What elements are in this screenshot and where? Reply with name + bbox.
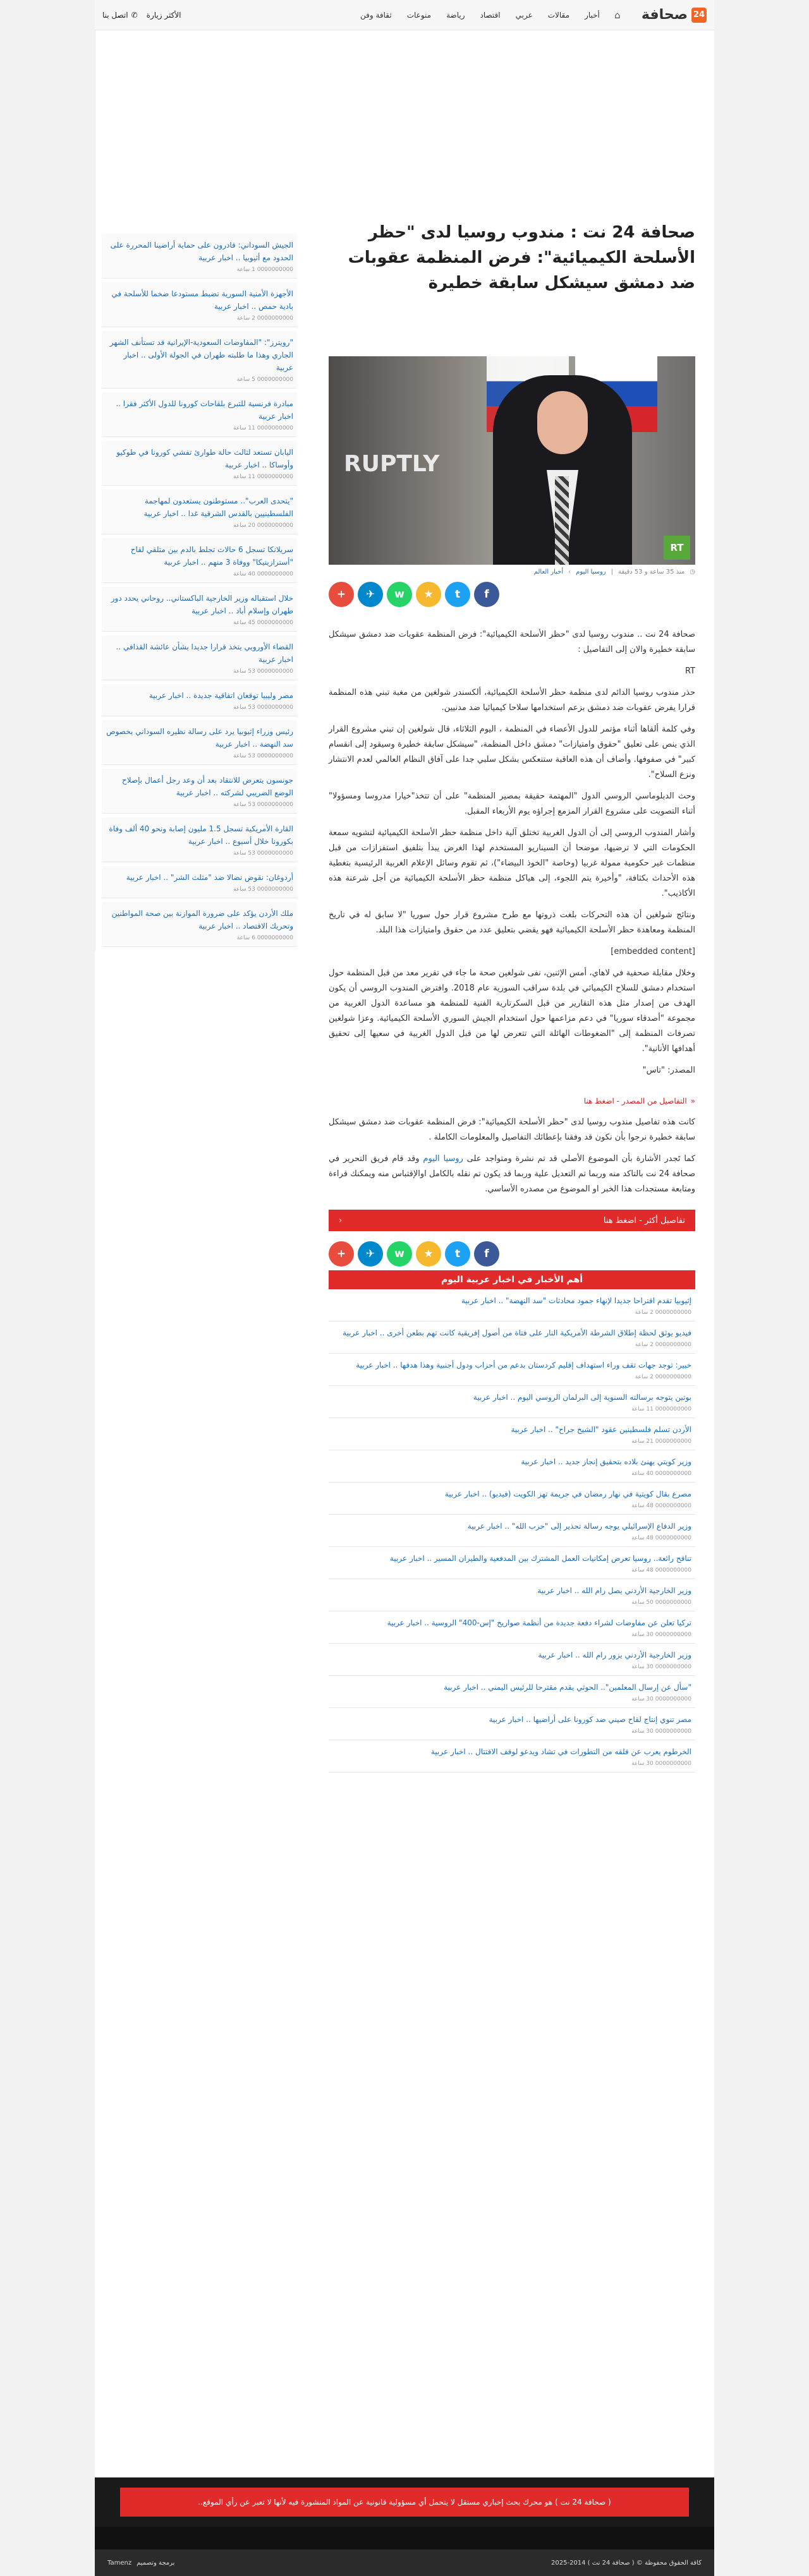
footer-disclaimer-bar [95, 2477, 714, 2527]
list-item[interactable] [102, 282, 297, 327]
logo-text: صحافة [641, 7, 688, 23]
site-logo[interactable] [642, 7, 707, 23]
list-item[interactable] [102, 817, 297, 862]
list-item-date: 0000000000 30 ساعة [631, 1664, 691, 1670]
origin-source-link[interactable]: روسيا اليوم [423, 1154, 463, 1164]
list-item-date: 0000000000 6 ساعة [236, 935, 293, 941]
top-header [95, 0, 714, 30]
list-item[interactable] [329, 1386, 695, 1418]
phone-icon: ✆ [131, 10, 138, 20]
clock-icon: ◷ [690, 569, 695, 575]
article-date: منذ 35 ساعة و 53 دقيقة [618, 569, 685, 575]
list-item-title[interactable]: رئيس وزراء إثيوبيا يرد على رسالة نظيره السوداني بخصوص سد النهضة .. اخبار عربية [106, 727, 293, 749]
list-item[interactable] [102, 720, 297, 765]
list-item-title[interactable]: الجيش السوداني: قادرون على حماية أراضينا المحررة على الحدود مع أثيوبيا .. اخبار عربية [110, 241, 293, 262]
list-item-date: 0000000000 53 ساعة [233, 668, 293, 675]
article-paragraph: وفي كلمة ألقاها أثناء مؤتمر للدول الأعضاء في المنظمة ، اليوم الثلاثاء، قال شولغين إن تبني مشروع القرار الذي ينص على تعليق "حقوق وامتيازات" دمشق داخل المنظمة، "سيشكل سابقة خطيرة وسيقود إلى انقسام كبير" في صفوفها. وأضاف أن هذه العاقبة ستنعكس بشكل سلبي جدا على آفاق النظام العالمي لعدم الانتشار ونزع السلاح". [329, 725, 695, 779]
article-meta: ◷ منذ 35 ساعة و 53 دقيقة | روسيا اليوم › أخبار العالم [533, 569, 695, 575]
list-item-title[interactable]: خلال استقباله وزير الخارجية الباكستاني.. روحاني يحدد دور طهران وإسلام أباد .. اخبار عربية [111, 594, 293, 615]
list-item-title[interactable]: مبادرة فرنسية للتبرع بلقاحات كورونا للدول الأكثر فقرا .. اخبار عربية [116, 399, 293, 421]
article-source-note: المصدر: "تاس" [642, 1066, 695, 1075]
list-item-date: 0000000000 48 ساعة [631, 1567, 691, 1574]
article-section[interactable]: أخبار العالم [533, 569, 564, 575]
article-title: صحافة 24 نت : مندوب روسيا لدى "حظر الأسلحة الكيميائية": فرض المنظمة عقوبات ضد دمشق سيشكل سابقة خطيرة [348, 223, 695, 292]
list-item-date: 0000000000 40 ساعة [233, 571, 293, 577]
sidebar [95, 30, 303, 951]
most-visited-link[interactable]: الأكثر زيارة [146, 10, 181, 20]
star-icon[interactable]: ★ [416, 582, 441, 607]
list-item-date: 0000000000 53 ساعة [233, 850, 293, 857]
article-source[interactable]: روسيا اليوم [576, 569, 606, 575]
whatsapp-icon[interactable]: w [387, 582, 412, 607]
list-item-date: 0000000000 21 ساعة [631, 1438, 691, 1445]
list-item-date: 0000000000 30 ساعة [631, 1760, 691, 1767]
list-item-date: 0000000000 53 ساعة [233, 753, 293, 759]
nav-item[interactable]: اقتصاد [480, 10, 501, 20]
list-item[interactable] [102, 587, 297, 632]
list-item-date: 0000000000 45 ساعة [233, 620, 293, 626]
footer-disclaimer: ( صحافة 24 نت ) هو محرك بحث إخباري مستقل لا يتحمل أي مسؤولية قانونية عن المواد المنشورة فيه لأنها لا تعبر عن رأي الموقع.. [120, 2488, 689, 2517]
list-item-title[interactable]: مصرع بقال كويتية في نهار رمضان في جريمة تهز الكويت (فيديو) .. اخبار عربية [444, 1490, 691, 1498]
list-item-date: 0000000000 53 ساعة [233, 802, 293, 808]
list-item[interactable] [102, 769, 297, 814]
list-item-title[interactable]: جونسون يتعرض للانتقاد بعد أن وعد رجل أعمال بإصلاح الوضع الضريبي لشركته .. اخبار عربية [122, 776, 293, 797]
embedded-content: [embedded content] [611, 947, 695, 956]
list-item-date: 0000000000 2 ساعة [236, 315, 293, 322]
list-item-date: 0000000000 30 ساعة [631, 1728, 691, 1735]
list-item-date: 0000000000 40 ساعة [631, 1471, 691, 1477]
list-item-date: 0000000000 11 ساعة [233, 474, 293, 480]
list-item-date: 0000000000 2 ساعة [635, 1309, 691, 1316]
list-item-title[interactable]: "سأل عن إرسال المعلمين".. الحوثي يقدم مقترحا للرئيس اليمني .. اخبار عربية [444, 1683, 691, 1692]
list-item-title[interactable]: خبير: توجد جهات تقف وراء استهداف إقليم كردستان بدعم من أحزاب ودول أجنبية وهذا هدفها .. اخبار عربية [356, 1361, 691, 1369]
list-item-title[interactable]: تناقح رائعة.. روسيا تعرض إمكانيات العمل المشترك بين المدفعية والطيران المسير .. اخبار عربية [389, 1554, 691, 1563]
person-tie [555, 476, 569, 565]
ad-space [102, 30, 297, 201]
list-item[interactable] [102, 490, 297, 534]
telegram-icon[interactable]: ✈ [358, 582, 383, 607]
list-item-title[interactable]: سريلانكا تسجل 6 حالات تجلط بالدم بين متلقي لقاح "أسترازينيكا" ووفاة 3 منهم .. اخبار عربية [130, 545, 293, 567]
page [95, 0, 714, 2576]
list-item-title[interactable]: اليابان تستعد لثالث حالة طوارئ تفشي كورونا في طوكيو وأوساكا .. اخبار عربية [116, 448, 293, 469]
home-icon[interactable]: ⌂ [614, 9, 621, 21]
list-item-title[interactable]: تركيا تعلن عن مفاوضات لشراء دفعة جديدة من أنظمة صواريخ "إس-400" الروسية .. اخبار عربية [387, 1618, 691, 1627]
plus-icon[interactable]: + [329, 582, 354, 607]
list-item[interactable] [102, 538, 297, 583]
today-news-list [329, 1289, 695, 1773]
rt-badge: RT [664, 536, 690, 560]
nav-item[interactable]: عربي [515, 10, 533, 20]
person-head [537, 391, 588, 454]
list-item-title[interactable]: وزير الخارجية الأردني يزور رام الله .. اخبار عربية [538, 1651, 691, 1659]
list-item[interactable] [329, 1644, 695, 1676]
more-details-button[interactable] [329, 1210, 695, 1231]
list-item[interactable] [329, 1321, 695, 1354]
share-bar [329, 582, 695, 607]
telegram-icon[interactable]: ✈ [358, 1241, 383, 1267]
list-item-title[interactable]: "رويترز": "المفاوضات السعودية-الإيرانية قد تستأنف الشهر الجاري وهذا ما طلبته طهران في الجولة الأولى .. اخبار عربية [109, 338, 293, 372]
footer-bottom [95, 2549, 714, 2576]
list-item-title[interactable]: الأردن تسلم فلسطينين عقود "الشيخ جراح" .. اخبار عربية [511, 1425, 691, 1434]
credit: برمجة وتصميم Tamenz [107, 2559, 175, 2567]
list-item[interactable] [102, 331, 297, 388]
list-item-date: 0000000000 48 ساعة [631, 1503, 691, 1509]
list-item-date: 0000000000 48 ساعة [631, 1535, 691, 1541]
sidebar-news-list [102, 234, 297, 947]
logo-mark: 24 [691, 8, 707, 23]
list-item-title[interactable]: مصر تنوي إنتاج لقاح صيني ضد كورونا على أراضيها .. اخبار عربية [489, 1715, 691, 1724]
list-item-date: 0000000000 11 ساعة [631, 1406, 691, 1412]
list-item[interactable] [329, 1579, 695, 1611]
facebook-icon[interactable]: f [474, 1241, 499, 1267]
list-item-title[interactable]: فيديو يوثق لحظة إطلاق الشرطة الأمريكية النار على فتاة من أصول إفريقية كانت تهم بطعن أخرى .. اخبار عربية [343, 1328, 691, 1337]
list-item[interactable] [102, 635, 297, 680]
source-link[interactable] [329, 1093, 695, 1109]
closing-paragraph-2: كما تَجدر الأشارة بأن الموضوع الأصلي قد تم نشرة ومتواجد على روسيا اليوم وقد قام فريق التحرير في صحافة 24 نت بالتاكد منه وربما تم التعديل علية وربما قد يكون تم نقله بالكامل اوالإقتباس منه ويمكنك قراءة ومتابعة مستجدات هذا الخبر او الموضوع من مصدره الأساسي. [329, 1154, 696, 1194]
nav-item[interactable]: مقالات [547, 10, 570, 20]
list-item-date: 0000000000 2 ساعة [635, 1342, 691, 1348]
list-item-date: 0000000000 5 ساعة [236, 376, 293, 383]
list-item[interactable] [102, 866, 297, 898]
share-bar-bottom [329, 1241, 695, 1267]
list-item-date: 0000000000 2 ساعة [635, 1374, 691, 1380]
list-item-date: 0000000000 1 ساعة [236, 267, 293, 273]
list-item[interactable] [329, 1676, 695, 1708]
nav-item[interactable]: منوعات [406, 10, 432, 20]
footer-spacer [95, 2527, 714, 2549]
contact-link[interactable] [102, 11, 138, 20]
list-item-title[interactable]: وزير الدفاع الإسرائيلي يوجه رسالة تحذير إلى "حزب الله" .. اخبار عربية [467, 1522, 691, 1531]
article-paragraph: وخلال مقابلة صحفية في لاهاي، أمس الإثنين، نفى شولغين صحة ما جاء في تقرير معد من قبل المنظمة حول استخدام دمشق للسلاح الكيميائي في بلدة سراقب السورية عام 2018. وافترض المندوب الروسي أن يكون الهدف من إصدار مثل هذه التقارير من قبل السكرتارية الفنية للمنظمة هو مساعدة الدول الغربية من مجموعة "أصدقاء سوريا" في دعم مزاعمها حول استخدام الجيش السوري الأسلحة الكيميائية. وعزا شولغين تصرفات المنظمة إلى "الضغوطات الهائلة التي تتعرض لها من قبل الدول الغربية في سعيها إلى تحقيق أهدافها الأنانية". [329, 968, 695, 1054]
list-item[interactable] [329, 1483, 695, 1515]
nav-item[interactable]: رياضة [446, 10, 465, 20]
whatsapp-icon[interactable]: w [387, 1241, 412, 1267]
nav-item[interactable]: ثقافة وفن [360, 10, 392, 20]
list-item-title[interactable]: إثيوبيا تقدم اقتراحا جديدا لإنهاء جمود محادثات "سد النهضة" .. اخبار عربية [461, 1296, 691, 1305]
nav-item[interactable]: أخبار [585, 10, 600, 20]
list-item[interactable] [329, 1289, 695, 1321]
article-paragraph: حذر مندوب روسيا الدائم لدى منظمة حظر الأسلحة الكيميائية، ألكسندر شولغين من مغبة تبني هذه المنظمة قرارا يفرض عقوبات ضد دمشق بزعم استخدامها سلاحا كيميائيا ضد مدنيين. [329, 688, 695, 713]
list-item-title[interactable]: القضاء الأوروبي يتخذ قرارا جديدا بشأن عائشة القذافي .. اخبار عربية [116, 642, 293, 664]
chevron-left-icon: ‹ [339, 1215, 343, 1225]
list-item-title[interactable]: الأجهزة الأمنية السورية تضبط مستودعا ضخما للأسلحة في بادية حمص .. اخبار عربية [111, 289, 293, 311]
image-watermark: RUPTLY [344, 451, 440, 477]
main-column [310, 30, 714, 1773]
facebook-icon[interactable]: f [474, 582, 499, 607]
list-item-title[interactable]: "يتحدى العرب".. مستوطنون يستعدون لمهاجمة الفلسطينيين بالقدس الشرقية غدا .. اخبار عربية [143, 497, 293, 518]
list-item[interactable] [329, 1450, 695, 1483]
list-item-date: 0000000000 53 ساعة [233, 704, 293, 711]
article-body [329, 627, 695, 1197]
list-item[interactable] [329, 1547, 695, 1579]
list-item-title[interactable]: بوتين يتوجه برسالته السنوية إلى البرلمان الروسي اليوم .. اخبار عربية [473, 1393, 691, 1402]
list-item[interactable] [329, 1708, 695, 1740]
list-item-title[interactable]: ملك الأردن يؤكد على ضرورة الموازنة بين صحة المواطنين وتحريك الاقتصاد .. اخبار عربية [111, 909, 293, 930]
today-news-heading: أهم الأخبار في اخبار عربية اليوم [329, 1270, 695, 1289]
article-paragraph: وأشار المندوب الروسي إلى أن الدول الغربية تختلق آلية داخل منظمة حظر الأسلحة الكيميائية لتشويه سمعة الحكومات التي لا ترضيها، موضحا أن السيناريو المستخدم لهذا الغرض يبدأ بتلفيق استفزازات من قبل منظمات غير حكومية ممولة غربيا (وخاصة "الخوذ البيضاء")، ثم تقوم وسائل الإعلام الغربية الرئيسية بتغطية هذه الأحداث بكثافة، "وأخيرة يتم اللجوء، إلى هياكل منظمة حظر الأسلحة الكيميائية من أجل شرعنة هذه الأكاذيب". [329, 828, 695, 898]
list-item-date: 0000000000 30 ساعة [631, 1696, 691, 1702]
list-item-date: 0000000000 30 ساعة [631, 1632, 691, 1638]
article-paragraph: وحث الدبلوماسي الروسي الدول "المهتمة حقيقة بمصير المنظمة" على أن تتخذ"خيارا مدروسا ومسؤولا" أثناء التصويت على مشروع القرار المزمع إجراؤه يوم الأربعاء المقبل. [329, 791, 695, 816]
twitter-icon[interactable]: t [445, 582, 470, 607]
list-item[interactable] [102, 234, 297, 279]
copyright: كافة الحقوق محفوظة © ( صحافة 24 نت ) 2014-2025 [551, 2559, 702, 2567]
list-item-title[interactable]: مصر وليبيا توقعان اتفاقية جديدة .. اخبار عربية [149, 691, 293, 700]
star-icon[interactable]: ★ [416, 1241, 441, 1267]
double-chevron-icon: « [690, 1097, 695, 1105]
list-item[interactable] [329, 1354, 695, 1386]
article-rt: RT [684, 666, 695, 676]
contact-label: اتصل بنا [102, 10, 128, 20]
list-item-date: 0000000000 53 ساعة [233, 886, 293, 893]
list-item[interactable] [329, 1515, 695, 1547]
credit-brand[interactable]: Tamenz [107, 2559, 132, 2567]
list-item[interactable] [102, 392, 297, 437]
list-item-title[interactable]: أردوغان: نقوض نضالا ضد "مثلث الشر" .. اخبار عربية [126, 873, 293, 882]
list-item[interactable] [329, 1740, 695, 1773]
more-details-label: تفاصيل أكثر - اضغط هنا [603, 1215, 685, 1225]
article-intro: صحافة 24 نت .. مندوب روسيا لدى "حظر الأسلحة الكيميائية": فرض المنظمة عقوبات ضد دمشق سيشكل سابقة خطيرة والان إلى التفاصيل : [329, 630, 695, 654]
list-item-date: 0000000000 50 ساعة [631, 1599, 691, 1606]
source-link-label: التفاصيل من المصدر - اضغط هنا [583, 1097, 687, 1105]
list-item-title[interactable]: وزير الخارجية الأردني يصل رام الله .. اخبار عربية [537, 1586, 691, 1595]
list-item[interactable] [102, 902, 297, 947]
list-item-date: 0000000000 20 ساعة [233, 522, 293, 529]
list-item-title[interactable]: وزير كويتي يهنئ بلاده بتحقيق إنجاز جديد .. اخبار عربية [521, 1457, 691, 1466]
list-item-title[interactable]: الخرطوم يعرب عن قلقه من التطورات في تشاد ويدعو لوقف الاقتتال .. اخبار عربية [430, 1747, 691, 1756]
twitter-icon[interactable]: t [445, 1241, 470, 1267]
article-image [329, 356, 695, 565]
article-paragraph: ونتائج شولغين أن هذه التحركات بلغت ذروتها مع طرح مشروع قرار حول سوريا "لا سابق له في تاريخ المنظمة ومعاهدة حظر الأسلحة الكيميائية فهو يقضي بتعليق عدد من حقوق وامتيازات هذا البلد. [329, 910, 695, 935]
list-item-title[interactable]: القارة الأمريكية تسجل 1.5 مليون إصابة ونحو 40 ألف وفاة بكورونا خلال أسبوع .. اخبار عربية [109, 824, 293, 846]
header-links [102, 11, 181, 20]
main-nav [181, 6, 626, 24]
list-item[interactable] [329, 1418, 695, 1450]
list-item-date: 0000000000 11 ساعة [233, 425, 293, 431]
list-item[interactable] [329, 1611, 695, 1644]
list-item[interactable] [102, 684, 297, 716]
plus-icon[interactable]: + [329, 1241, 354, 1267]
list-item[interactable] [102, 441, 297, 486]
closing-paragraph: كانت هذه تفاصيل مندوب روسيا لدى "حظر الأسلحة الكيميائية": فرض المنظمة عقوبات ضد دمشق سيشكل سابقة خطيرة نرجوا بأن نكون قد وفقنا بإعطائك التفاصيل والمعلومات الكاملة . [329, 1117, 695, 1142]
